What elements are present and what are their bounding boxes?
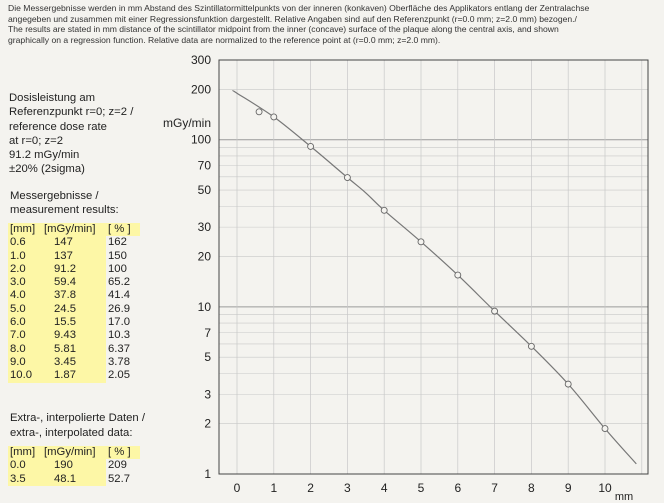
y-tick-label: 1 xyxy=(204,467,211,481)
distance-cell: 4.0 xyxy=(10,289,26,302)
relative-cell: 3.78 xyxy=(106,356,140,369)
relative-cell: 100 xyxy=(106,263,140,276)
y-tick-label: 10 xyxy=(197,299,211,314)
distance-cell: 1.0 xyxy=(10,249,26,262)
y-axis-label: mGy/min xyxy=(163,116,211,130)
data-point xyxy=(344,175,350,181)
distance-cell: 3.0 xyxy=(10,276,26,289)
dose-rate-cell: 91.2 xyxy=(54,262,76,275)
dose-rate-cell: 3.45 xyxy=(54,355,76,368)
plot-frame xyxy=(219,60,648,474)
y-tick-label: 300 xyxy=(190,53,211,67)
dose-rate-cell: 5.81 xyxy=(54,342,76,355)
dose-rate-cell: 9.43 xyxy=(54,329,76,342)
relative-cell: [ % ] xyxy=(106,446,140,459)
data-point xyxy=(256,109,262,115)
reference-line: Referenzpunkt r=0; z=2 / xyxy=(9,106,134,119)
relative-cell: 6.37 xyxy=(106,343,140,356)
y-tick-label: 5 xyxy=(204,350,211,365)
reference-line: Dosisleistung am xyxy=(9,92,96,104)
dose-rate-cell: [mGy/min] xyxy=(44,223,96,235)
relative-cell: 26.9 xyxy=(106,303,140,316)
distance-cell: 10.0 xyxy=(10,369,32,382)
reference-line: reference dose rate xyxy=(9,120,107,133)
data-point xyxy=(602,426,608,432)
relative-cell: 162 xyxy=(106,236,140,249)
x-tick-label: 9 xyxy=(564,481,572,495)
distance-cell: 3.5 xyxy=(10,472,26,485)
x-tick-label: 3 xyxy=(344,481,351,495)
distance-cell: 9.0 xyxy=(10,355,26,368)
y-tick-label: 100 xyxy=(190,132,211,147)
measured-title: measurement results: xyxy=(10,204,119,216)
y-tick-label: 7 xyxy=(204,325,211,340)
relative-cell: 65.2 xyxy=(106,276,140,289)
data-point xyxy=(308,143,314,149)
interpolated-title: extra-, interpolated data: xyxy=(10,427,133,439)
distance-cell: 0.0 xyxy=(10,459,26,472)
y-tick-label: 30 xyxy=(197,220,211,235)
distance-cell: [mm] xyxy=(10,446,36,458)
x-axis-label: mm xyxy=(614,491,634,503)
data-point xyxy=(381,207,387,213)
y-tick-label: 200 xyxy=(190,82,211,97)
y-tick-label: 20 xyxy=(197,249,211,264)
x-tick-label: 4 xyxy=(380,481,388,495)
relative-cell: 41.4 xyxy=(106,289,140,302)
x-tick-label: 7 xyxy=(491,481,498,495)
dose-rate-cell: 137 xyxy=(54,249,73,262)
reference-line: at r=0; z=2 xyxy=(9,134,64,147)
dose-rate-cell: 190 xyxy=(54,459,73,472)
relative-cell: 150 xyxy=(106,250,140,263)
x-tick-label: 1 xyxy=(270,481,278,495)
relative-cell: 17.0 xyxy=(106,316,140,329)
dose-rate-cell: 15.5 xyxy=(54,316,76,329)
relative-cell: 2.05 xyxy=(106,369,140,382)
dose-rate-cell: 37.8 xyxy=(54,289,76,302)
distance-cell: [mm] xyxy=(10,223,36,235)
data-point xyxy=(565,381,571,387)
relative-cell: 10.3 xyxy=(106,329,140,342)
distance-cell: 7.0 xyxy=(10,329,26,342)
measured-title: Messergebnisse / xyxy=(10,190,99,202)
dose-rate-cell: 147 xyxy=(54,236,73,249)
header-line: graphically on a regression function. Relative data are normalized to the reference point at (r=0.0 mm; z=2.0 mm). xyxy=(8,34,441,45)
relative-cell: [ % ] xyxy=(106,223,140,236)
distance-cell: 8.0 xyxy=(10,342,26,355)
y-tick-label: 50 xyxy=(197,183,211,198)
reference-line: 91.2 mGy/min xyxy=(9,149,80,162)
x-tick-label: 0 xyxy=(233,481,241,495)
distance-cell: 6.0 xyxy=(10,316,26,329)
distance-cell: 5.0 xyxy=(10,302,26,315)
data-point xyxy=(492,308,498,314)
distance-cell: 2.0 xyxy=(10,262,26,275)
x-tick-label: 5 xyxy=(417,481,425,495)
dose-rate-cell: 1.87 xyxy=(54,369,76,382)
data-point xyxy=(418,239,424,245)
data-point xyxy=(528,343,534,349)
header-line: Die Messergebnisse werden in mm Abstand des Szintillatormittelpunkts von der inneren (konkaven) Oberfläche des Applikators entlang der Zentralachse xyxy=(8,3,590,13)
x-tick-label: 8 xyxy=(528,481,535,495)
relative-cell: 52.7 xyxy=(106,473,140,486)
regression-line xyxy=(233,91,636,464)
dose-rate-cell: 48.1 xyxy=(54,472,76,485)
y-tick-label: 2 xyxy=(204,416,211,431)
dose-rate-cell: 24.5 xyxy=(54,302,76,315)
y-tick-label: 3 xyxy=(204,387,211,402)
dose-rate-cell: [mGy/min] xyxy=(44,446,96,458)
data-point xyxy=(271,114,277,120)
x-tick-label: 6 xyxy=(454,481,462,495)
data-point xyxy=(455,272,461,278)
interpolated-title: Extra-, interpolierte Daten / xyxy=(10,412,145,424)
header-line: The results are stated in mm distance of the scintillator midpoint from the inner (concave) surface of the plaque along the central axis, and shown xyxy=(8,24,559,35)
x-tick-label: 2 xyxy=(307,481,314,495)
header-line: angegeben und zusammen mit einer Regressionsfunktion dargestellt. Relative Angaben sind auf den Referenzpunkt (r=0.0 mm; z=2.0 mm) bezogen./ xyxy=(8,13,577,24)
distance-cell: 0.6 xyxy=(10,236,26,249)
dose-rate-cell: 59.4 xyxy=(54,276,76,289)
y-tick-label: 70 xyxy=(197,158,211,173)
relative-cell: 209 xyxy=(106,459,140,472)
reference-line: ±20% (2sigma) xyxy=(9,163,85,176)
x-tick-label: 10 xyxy=(598,481,612,495)
